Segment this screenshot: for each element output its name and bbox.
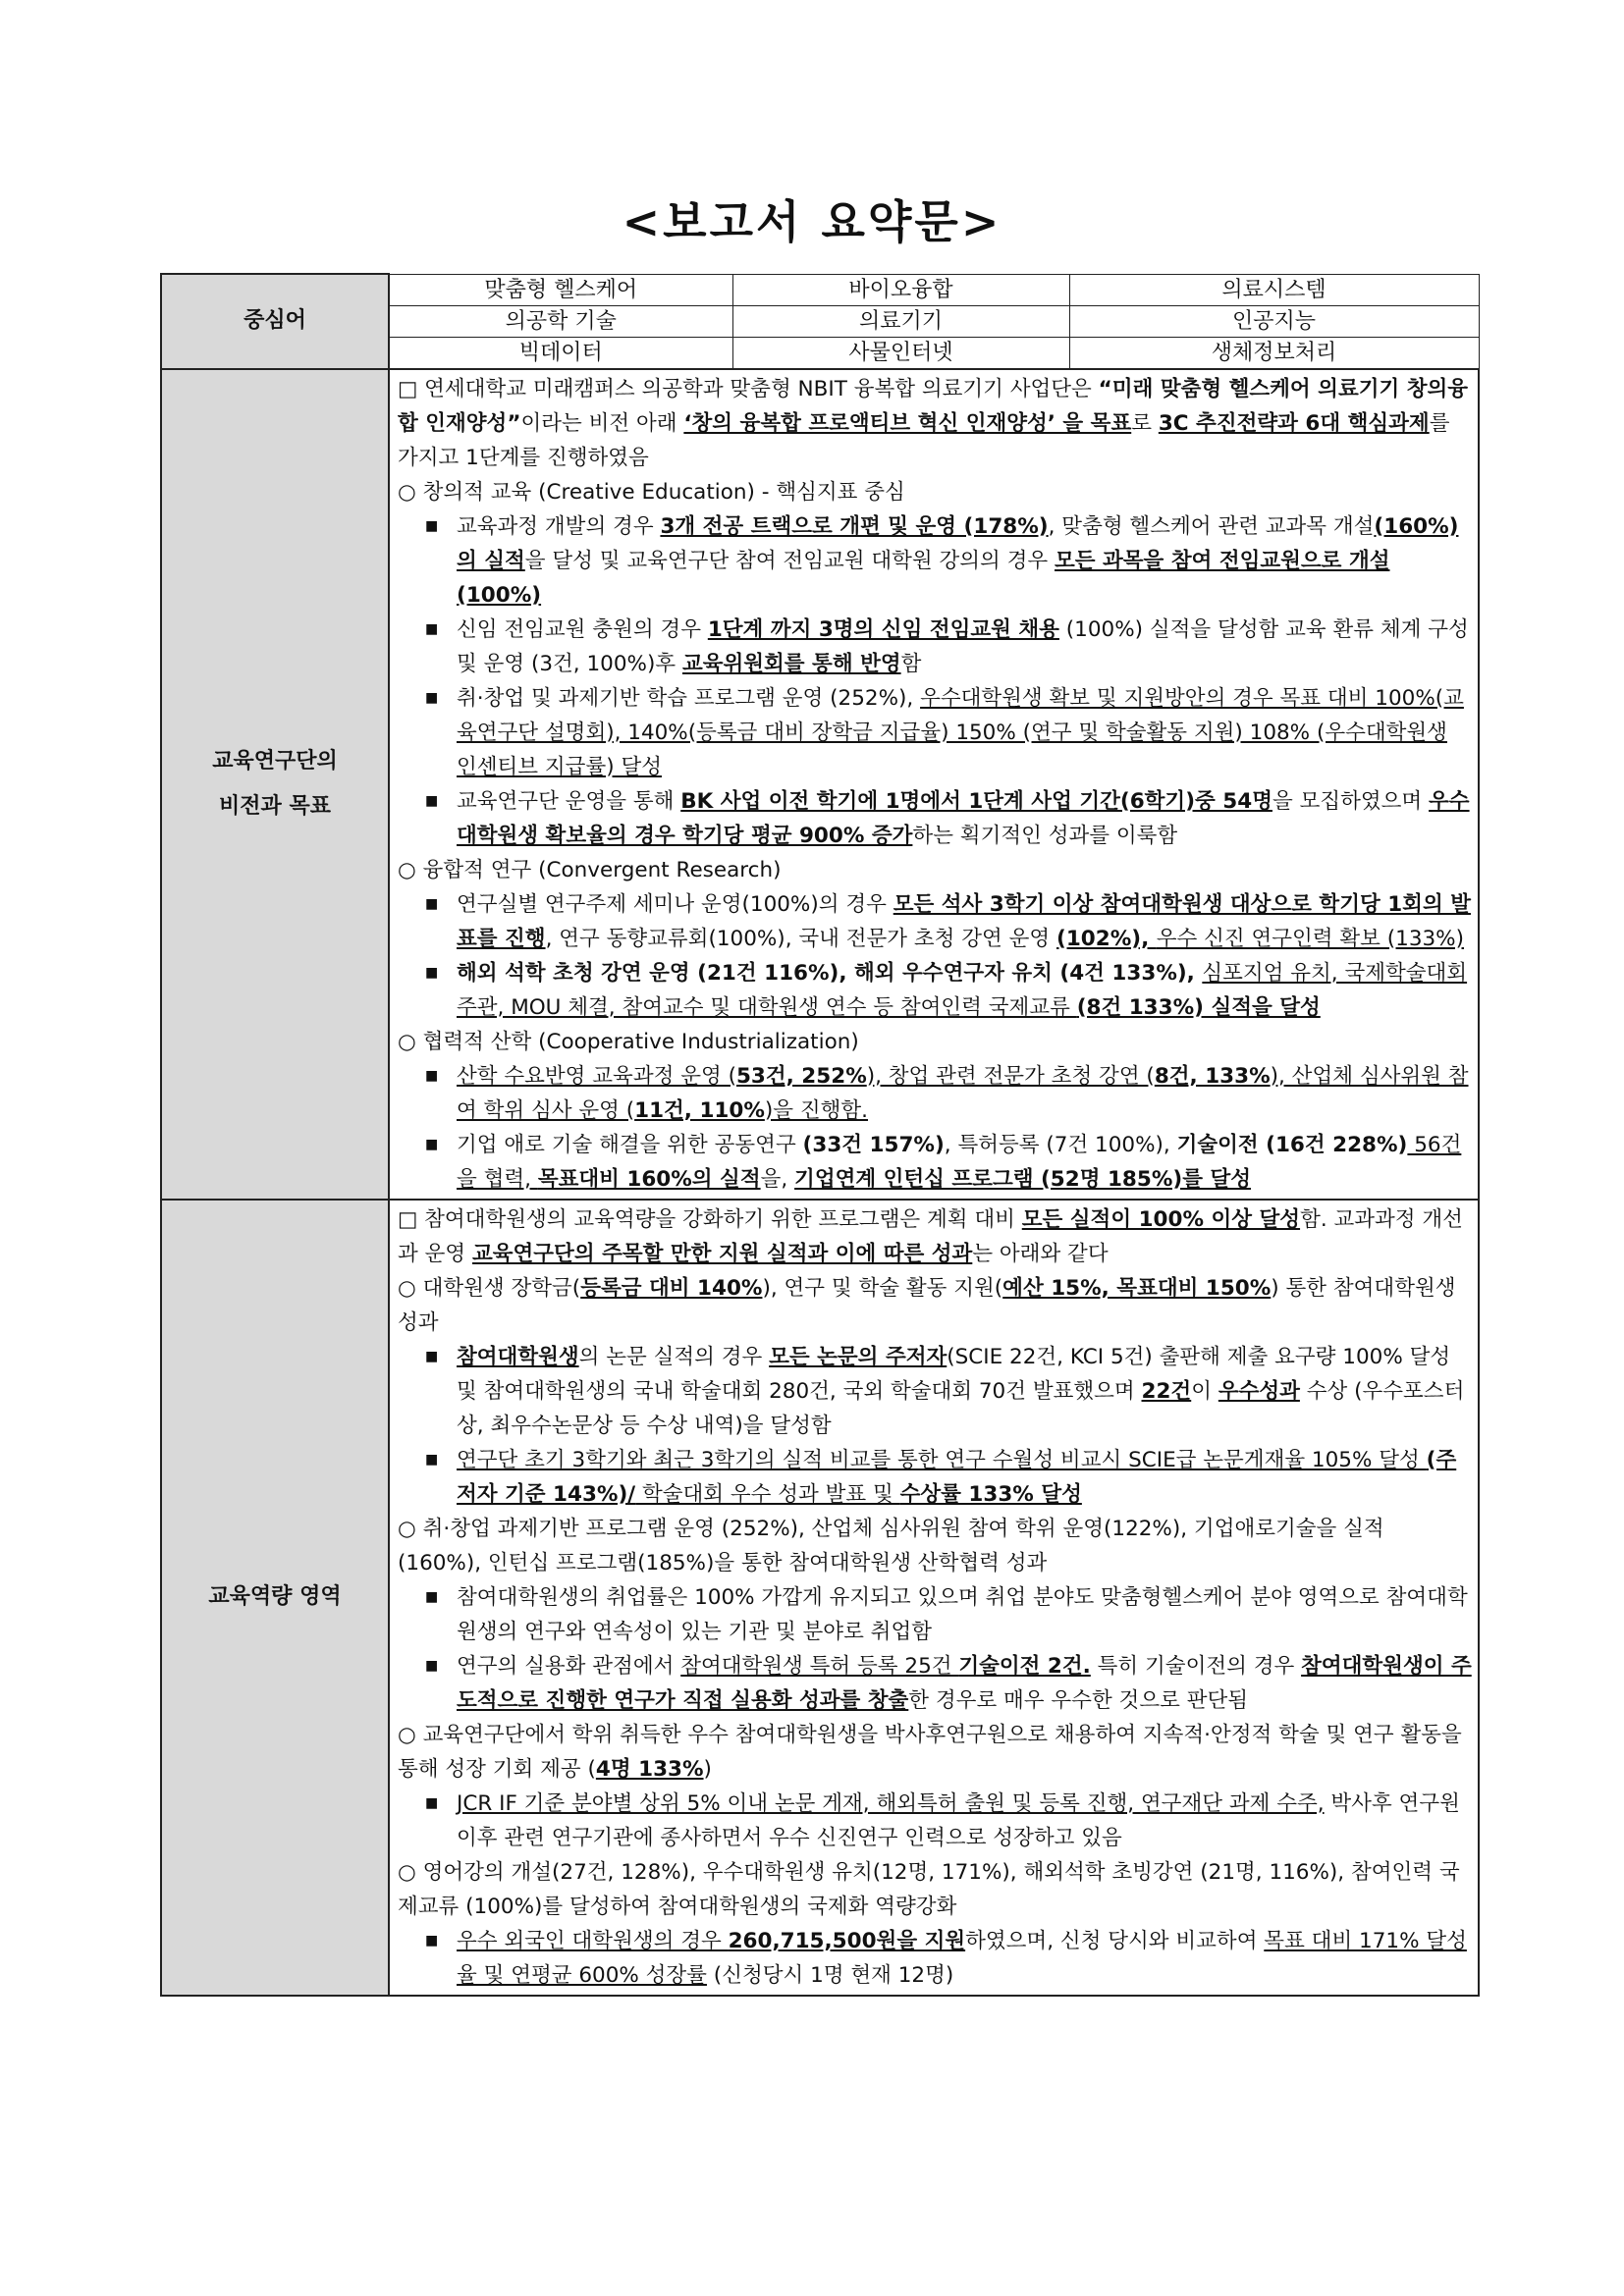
text: 목표 대비 171% 달성율 및 연평균 600% 성장률 <box>457 1928 1467 1988</box>
text: 우수 대학원생 확보율의 경우 학기당 평균 900% 증가 <box>457 788 1470 848</box>
square-bullet-icon: ■ <box>425 1588 439 1605</box>
square-bullet-icon: ■ <box>425 689 439 706</box>
text: 함 <box>900 651 922 676</box>
text: 연구의 실용화 관점에서 <box>457 1653 681 1679</box>
text: ), 창업 관련 전문가 초청 강연 ( <box>866 1063 1155 1089</box>
text: 수상률 133% 달성 <box>899 1481 1082 1507</box>
text: 신임 전임교원 충원의 경우 <box>457 616 708 642</box>
text: 연구단 초기 3학기와 최근 3학기의 실적 비교를 통한 연구 수월성 비교시 SCIE급 논문게재율 105% 달성 <box>457 1447 1427 1472</box>
square-bullet-icon: ■ <box>425 895 439 912</box>
text: 는 아래와 같다 <box>972 1241 1109 1266</box>
text: 교육연구단 운영을 통해 <box>457 788 681 814</box>
square-bullet-icon: ■ <box>425 964 439 981</box>
text: 의 논문 실적의 경우 <box>578 1344 770 1369</box>
text: 기술이전 (16건 228%) <box>1176 1132 1408 1157</box>
text: 11건, 110% <box>634 1097 765 1123</box>
text: 참여대학원생의 취업률은 100% 가깝게 유지되고 있으며 취업 분야도 맞춤형헬스케어 분야 영역으로 참여대학원생의 연구와 연속성이 있는 기관 및 분야로 취업함 <box>457 1584 1468 1644</box>
page-title: <보고서 요약문> <box>622 195 1002 248</box>
text: 참여대학원생 <box>457 1344 579 1369</box>
text: 3C 추진전략과 6대 핵심과제 <box>1158 410 1430 436</box>
section-heading <box>398 1718 1472 1787</box>
text: 우수성과 <box>1218 1378 1300 1404</box>
edu-intro <box>398 1202 1472 1271</box>
vision-intro <box>398 372 1472 475</box>
section-heading: ○ 영어강의 개설(27건, 128%), 우수대학원생 유치(12명, 171%), 해외석학 초빙강연 (21명, 116%), 참여인력 국제교류 (100%)를 달성하여 참여대학원생의 국제화 역량강화 <box>398 1859 1460 1919</box>
text: )을 진행함. <box>764 1097 869 1123</box>
keyword-cell: 의공학 기술 <box>389 305 732 337</box>
text: 모든 실적이 100% 이상 달성 <box>1021 1206 1301 1232</box>
square-bullet-icon: ■ <box>425 1348 439 1364</box>
text: (160%) 의 실적 <box>457 513 1459 573</box>
square-bullet-icon: ■ <box>425 1932 439 1949</box>
text: 한 경우로 매우 우수한 것으로 판단됨 <box>908 1687 1249 1713</box>
text: 등록금 대비 140% <box>580 1275 763 1301</box>
text: ), 산업체 심사위원 참여 학위 심사 운영 ( <box>457 1063 1469 1123</box>
text: JCR IF 기준 분야별 상위 5% 이내 논문 게재, 해외특허 출원 및 등록 진행, 연구재단 과제 수주, <box>457 1790 1325 1816</box>
summary-table <box>160 273 1480 1997</box>
text: 이라는 비전 아래 <box>520 410 684 436</box>
text: 목표대비 160%의 실적 <box>537 1166 761 1192</box>
keyword-cell: 맞춤형 헬스케어 <box>389 274 732 305</box>
text: 기업 애로 기술 해결을 위한 공동연구 <box>457 1132 803 1157</box>
text: 을 달성 및 교육연구단 참여 전임교원 대학원 강의의 경우 <box>524 548 1055 573</box>
text: 모든 과목을 참여 전임교원으로 개설(100%) <box>457 548 1390 608</box>
text: 을 모집하였으며 <box>1272 788 1430 814</box>
text: ○ 교육연구단에서 학위 취득한 우수 참여대학원생을 박사후연구원으로 채용하여 지속적·안정적 학술 및 연구 활동을 통해 성장 기회 제공 ( <box>398 1722 1462 1782</box>
text: 교육연구단의 주목할 만한 지원 실적과 이에 따른 성과 <box>471 1241 973 1266</box>
bullet-item <box>398 887 1472 956</box>
bullet-item <box>398 956 1472 1025</box>
text: 기술이전 2건. <box>958 1653 1091 1679</box>
keyword-cell: 생체정보처리 <box>1069 337 1479 369</box>
text: , 특허등록 (7건 100%), <box>944 1132 1177 1157</box>
bullet-item <box>398 1580 1472 1649</box>
text: ○ 대학원생 장학금( <box>398 1275 581 1301</box>
text: 3개 전공 트랙으로 개편 및 운영 (178%) <box>660 513 1049 539</box>
text: 를 가지고 1단계를 진행하였음 <box>398 410 1450 470</box>
section-heading: ○ 창의적 교육 (Creative Education) - 핵심지표 중심 <box>398 479 905 505</box>
bullet-item <box>398 1787 1472 1855</box>
text: (SCIE 22건, KCI 5건) 출판해 제출 요구량 100% 달성 및 참여대학원생의 국내 학술대회 280건, 국외 학술대회 70건 발표했으며 <box>457 1344 1451 1404</box>
text: 1단계 까지 3명의 신임 전임교원 채용 <box>707 616 1059 642</box>
text: (8건 133%) 실적을 달성 <box>1076 994 1321 1020</box>
keyword-cell: 사물인터넷 <box>732 337 1069 369</box>
square-bullet-icon: ■ <box>425 792 439 809</box>
text: 박사후 연구원 이후 관련 연구기관에 종사하면서 우수 신진연구 인력으로 성장하고 있음 <box>457 1790 1460 1850</box>
square-bullet-icon: ■ <box>425 517 439 534</box>
text: (100%) 실적을 달성함 교육 환류 체계 구성 및 운영 (3건, 100%)후 <box>457 616 1469 676</box>
text: 참여대학원생 특허 등록 25건 <box>680 1653 959 1679</box>
text: 22건 <box>1141 1378 1192 1404</box>
text: (신청당시 1명 현재 12명) <box>706 1962 954 1988</box>
square-bullet-icon: ■ <box>425 1067 439 1084</box>
section-heading: ○ 융합적 연구 (Convergent Research) <box>398 857 782 882</box>
bullet-item <box>398 681 1472 784</box>
keyword-cell: 의료시스템 <box>1069 274 1479 305</box>
text: 53건, 252% <box>735 1063 867 1089</box>
section-heading <box>398 1271 1472 1340</box>
text: 산학 수요반영 교육과정 운영 ( <box>457 1063 736 1089</box>
section-heading: ○ 취·창업 과제기반 프로그램 운영 (252%), 산업체 심사위원 참여 학위 운영(122%), 기업애로기술을 실적 (160%), 인턴십 프로그램(185%)을 통한 참여대학원생 산학협력 성과 <box>398 1516 1384 1575</box>
text: 우수대학원생 확보 및 지원방안의 경우 목표 대비 100%(교육연구단 설명회), 140%(등록금 대비 장학금 지급율) 150% (연구 및 학술활동 지원) 108% (우수대학원생 인센티브 지급률) 달성 <box>457 685 1464 779</box>
section-heading: ○ 협력적 산학 (Cooperative Industrialization) <box>398 1029 859 1054</box>
text: “미래 맞춤형 헬스케어 의료기기 창의융합 인재양성” <box>398 376 1469 436</box>
text: 취·창업 및 과제기반 학습 프로그램 운영 (252%), <box>457 685 921 711</box>
edu-content <box>389 1200 1479 1996</box>
text: 교육과정 개발의 경우 <box>457 513 661 539</box>
square-bullet-icon: ■ <box>425 620 439 637</box>
text: 참여대학원생이 주도적으로 진행한 연구가 직접 실용화 성과를 창출 <box>457 1653 1472 1713</box>
text: ) 통한 참여대학원생 성과 <box>398 1275 1456 1335</box>
vision-row <box>161 369 1479 1200</box>
edu-label: 교육역량 영역 <box>161 1200 389 1996</box>
square-bullet-icon: ■ <box>425 1657 439 1674</box>
keyword-cell: 인공지능 <box>1069 305 1479 337</box>
bullet-item <box>398 1924 1472 1993</box>
text: 하는 획기적인 성과를 이룩함 <box>912 823 1178 848</box>
text: 로 <box>1131 410 1159 436</box>
text: 8건, 133% <box>1154 1063 1271 1089</box>
keyword-row <box>161 274 1479 305</box>
text: (33건 157%) <box>802 1132 945 1157</box>
keyword-cell: 의료기기 <box>732 305 1069 337</box>
text: 해외 석학 초청 강연 운영 (21건 116%), 해외 우수연구자 유치 (4건 133%), <box>457 960 1203 986</box>
text: 기업연계 인턴십 프로그램 (52명 185%)를 달성 <box>794 1166 1252 1192</box>
bullet-item <box>398 784 1472 853</box>
text: ) <box>703 1756 712 1782</box>
text: 모든 논문의 주저자 <box>769 1344 947 1369</box>
bullet-item <box>398 1128 1472 1197</box>
bullet-item <box>398 613 1472 681</box>
text: 교육위원회를 통해 반영 <box>681 651 901 676</box>
text: 함. 교과과정 개선과 운영 <box>398 1206 1463 1266</box>
text: 하였으며, 신청 당시와 비교하여 <box>965 1928 1265 1953</box>
text: □ 연세대학교 미래캠퍼스 의공학과 맞춤형 NBIT 융복합 의료기기 사업단은 <box>398 376 1099 401</box>
bullet-item <box>398 1649 1472 1718</box>
bullet-item <box>398 1059 1472 1128</box>
text: 을, <box>760 1166 795 1192</box>
square-bullet-icon: ■ <box>425 1794 439 1811</box>
text: BK 사업 이전 학기에 1명에서 1단계 사업 기간(6학기)중 54명 <box>680 788 1272 814</box>
text: , 맞춤형 헬스케어 관련 교과목 개설 <box>1048 513 1375 539</box>
text: □ 참여대학원생의 교육역량을 강화하기 위한 프로그램은 계획 대비 <box>398 1206 1022 1232</box>
text: , 연구 동향교류회(100%), 국내 전문가 초청 강연 운영 <box>545 926 1056 951</box>
text: 학술대회 우수 성과 발표 및 <box>635 1481 900 1507</box>
text: 4명 133% <box>595 1756 704 1782</box>
bullet-item <box>398 1340 1472 1443</box>
text: 심포지엄 유치, 국제학술대회 주관, MOU 체결, 참여교수 및 대학원생 연수 등 참여인력 국제교류 <box>457 960 1468 1020</box>
text: 특히 기술이전의 경우 <box>1090 1653 1302 1679</box>
square-bullet-icon: ■ <box>425 1136 439 1152</box>
text: 예산 15%, 목표대비 150% <box>1002 1275 1272 1301</box>
text: ‘창의 융복합 프로액티브 혁신 인재양성’ 을 목표 <box>683 410 1132 436</box>
text: 수상 (우수포스터상, 최우수논문상 등 수상 내역)을 달성함 <box>457 1378 1465 1438</box>
text: 56건을 협력, <box>457 1132 1462 1192</box>
text: 이 <box>1191 1378 1218 1404</box>
keyword-cell: 바이오융합 <box>732 274 1069 305</box>
text: ), 연구 및 학술 활동 지원( <box>762 1275 1003 1301</box>
keyword-cell: 빅데이터 <box>389 337 732 369</box>
vision-label <box>161 369 389 1200</box>
edu-row <box>161 1200 1479 1996</box>
keywords-label: 중심어 <box>161 274 389 369</box>
text: (주저자 기준 143%)/ <box>457 1447 1457 1507</box>
text: 우수 외국인 대학원생의 경우 <box>457 1928 729 1953</box>
bullet-item <box>398 1443 1472 1512</box>
text: 우수 신진 연구인력 확보 (133%) <box>1156 926 1465 951</box>
text: (102%), <box>1056 926 1157 951</box>
square-bullet-icon: ■ <box>425 1451 439 1468</box>
vision-content <box>389 369 1479 1200</box>
text: 모든 석사 3학기 이상 참여대학원생 대상으로 학기당 1회의 발표를 진행 <box>457 891 1471 951</box>
text: 260,715,500원을 지원 <box>728 1928 966 1953</box>
text: 연구실별 연구주제 세미나 운영(100%)의 경우 <box>457 891 893 917</box>
bullet-item <box>398 509 1472 613</box>
vision-label-line2: 비전과 목표 <box>219 793 331 819</box>
vision-label-line1: 교육연구단의 <box>212 748 338 774</box>
